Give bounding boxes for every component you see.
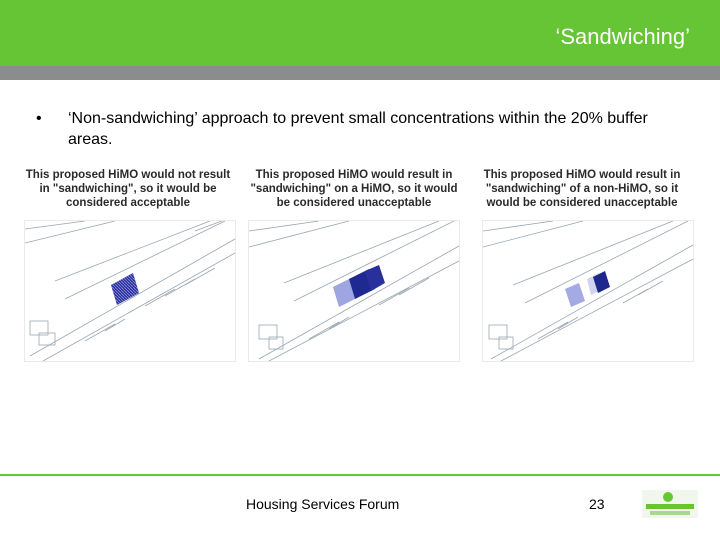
council-logo-icon	[640, 488, 700, 520]
street-map-diagram-icon	[24, 220, 236, 362]
slide-title: ‘Sandwiching’	[555, 24, 690, 49]
panel-caption: This proposed HiMO would result in "sandwiching" of a non-HiMO, so it would be considered unacceptable	[483, 169, 681, 209]
header-stripe	[0, 66, 720, 80]
footer-label: Housing Services Forum	[246, 496, 400, 512]
panel-2	[246, 168, 462, 210]
bullet-text: ‘Non-sandwiching’ approach to prevent small concentrations within the 20% buffer areas.	[68, 110, 648, 148]
street-map-diagram-icon	[482, 220, 694, 362]
panel-caption: This proposed HiMO would not result in "sandwiching", so it would be considered acceptable	[25, 169, 231, 209]
footer-divider	[0, 474, 720, 476]
page-number: 23	[589, 496, 605, 512]
panel-3	[474, 168, 690, 210]
panel-1	[20, 168, 236, 210]
header-bar	[0, 0, 720, 66]
panel-caption: This proposed HiMO would result in "sandwiching" on a HiMO, so it would be considered unacceptable	[250, 169, 458, 209]
bullet-marker: •	[36, 110, 42, 127]
street-map-diagram-icon	[248, 220, 460, 362]
